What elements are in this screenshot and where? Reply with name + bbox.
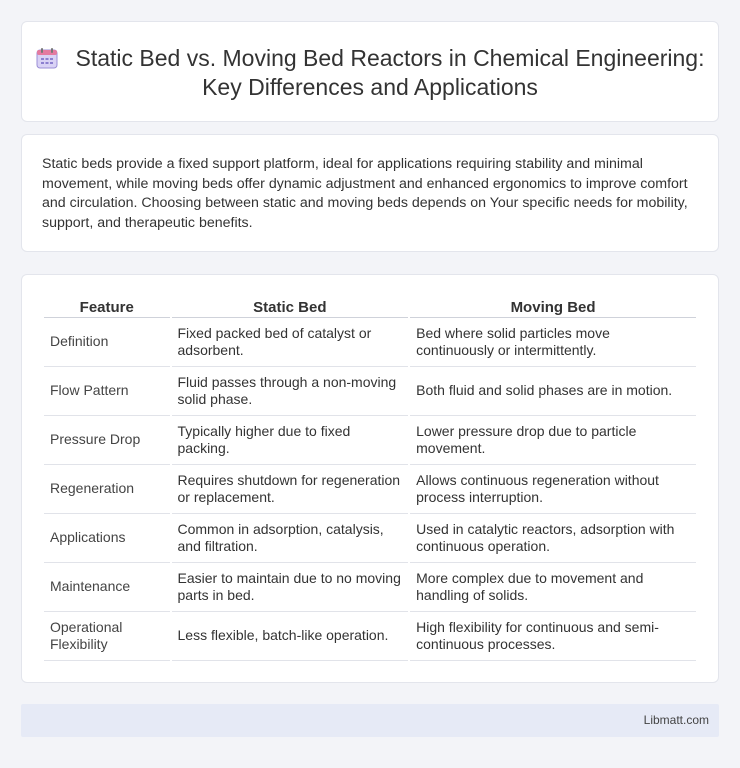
calendar-icon bbox=[36, 47, 58, 69]
table-row bbox=[44, 514, 696, 563]
table-row bbox=[44, 563, 696, 612]
moving-cell: Used in catalytic reactors, adsorption with continuous operation. bbox=[410, 514, 696, 563]
feature-cell: Applications bbox=[44, 514, 170, 563]
static-cell: Typically higher due to fixed packing. bbox=[172, 416, 409, 465]
moving-cell: Bed where solid particles move continuously or intermittently. bbox=[410, 318, 696, 367]
comparison-table bbox=[42, 297, 698, 661]
table-row bbox=[44, 318, 696, 367]
moving-cell: Both fluid and solid phases are in motion. bbox=[410, 367, 696, 416]
static-cell: Common in adsorption, catalysis, and filtration. bbox=[172, 514, 409, 563]
static-cell: Fluid passes through a non-moving solid phase. bbox=[172, 367, 409, 416]
feature-cell: Flow Pattern bbox=[44, 367, 170, 416]
header-moving-bed: Moving Bed bbox=[410, 297, 696, 318]
moving-cell: High flexibility for continuous and semi-continuous processes. bbox=[410, 612, 696, 661]
table-row bbox=[44, 367, 696, 416]
feature-cell: Pressure Drop bbox=[44, 416, 170, 465]
footer-brand[interactable]: Libmatt.com bbox=[643, 713, 709, 727]
page-title: Static Bed vs. Moving Bed Reactors in Chemical Engineering: Key Differences and Applications bbox=[22, 44, 718, 102]
moving-cell: Allows continuous regeneration without process interruption. bbox=[410, 465, 696, 514]
table-row bbox=[44, 465, 696, 514]
footer bbox=[21, 704, 719, 737]
static-cell: Less flexible, batch-like operation. bbox=[172, 612, 409, 661]
static-cell: Requires shutdown for regeneration or replacement. bbox=[172, 465, 409, 514]
moving-cell: More complex due to movement and handling of solids. bbox=[410, 563, 696, 612]
intro-card bbox=[21, 134, 719, 252]
static-cell: Fixed packed bed of catalyst or adsorbent. bbox=[172, 318, 409, 367]
header-static-bed: Static Bed bbox=[172, 297, 409, 318]
feature-cell: Operational Flexibility bbox=[44, 612, 170, 661]
static-cell: Easier to maintain due to no moving parts in bed. bbox=[172, 563, 409, 612]
comparison-table-card bbox=[21, 274, 719, 683]
feature-cell: Definition bbox=[44, 318, 170, 367]
feature-cell: Regeneration bbox=[44, 465, 170, 514]
intro-paragraph: Static beds provide a fixed support platform, ideal for applications requiring stability and minimal movement, while moving beds offer dynamic adjustment and enhanced ergonomics to improve comfort and circulation. Choosing between static and moving beds depends on Your specific needs for mobility, support, and therapeutic benefits. bbox=[42, 156, 688, 231]
table-header-row bbox=[44, 297, 696, 318]
table-row bbox=[44, 612, 696, 661]
moving-cell: Lower pressure drop due to particle movement. bbox=[410, 416, 696, 465]
table-row bbox=[44, 416, 696, 465]
header-feature: Feature bbox=[44, 297, 170, 318]
title-card bbox=[21, 21, 719, 122]
feature-cell: Maintenance bbox=[44, 563, 170, 612]
